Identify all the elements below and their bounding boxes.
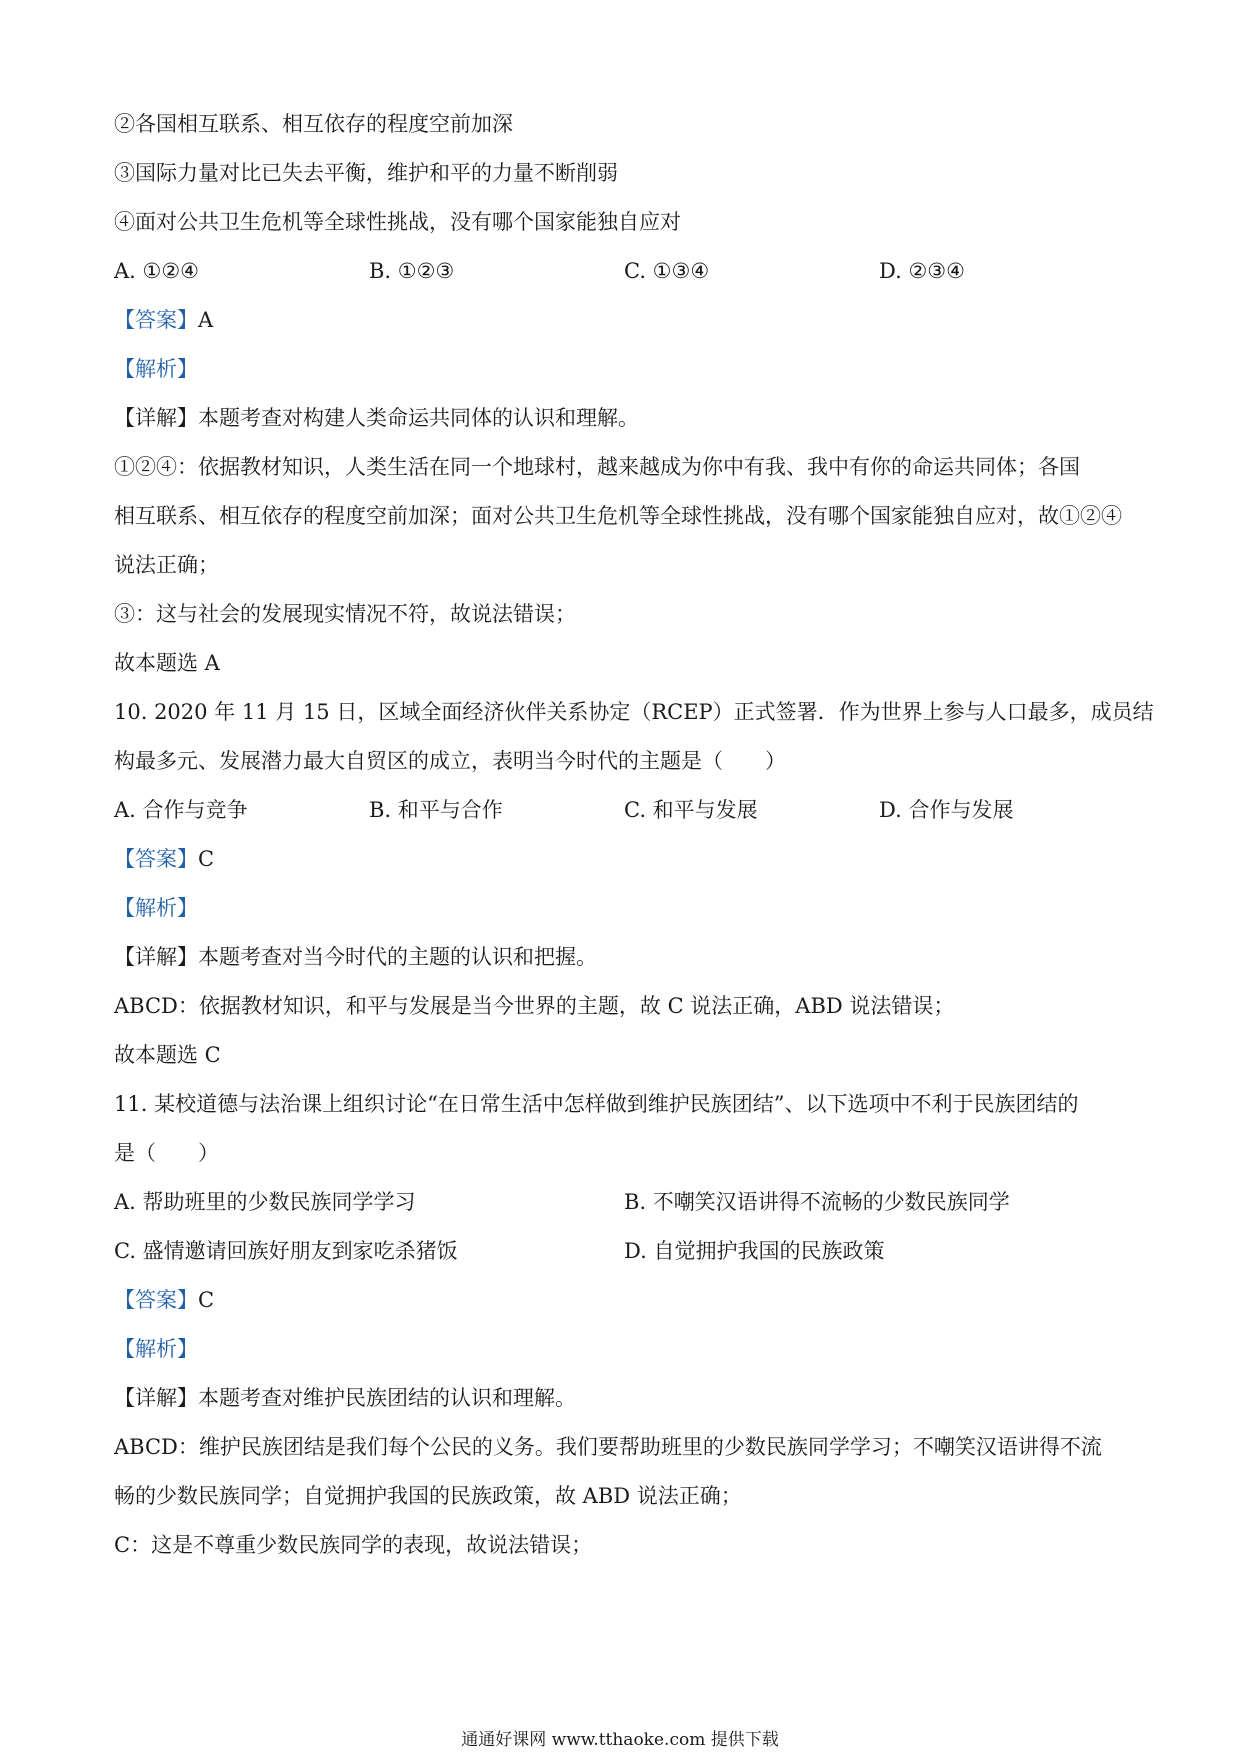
- q11-answer: [114, 1276, 1134, 1325]
- q9-option-a: A. ①②④: [114, 259, 199, 283]
- q11-analysis: [114, 1325, 1134, 1374]
- analysis-tag: 【解析】: [114, 1337, 198, 1361]
- q9-answer: [114, 296, 1134, 345]
- q11-explanation-line: C：这是不尊重少数民族同学的表现，故说法错误；: [114, 1533, 593, 1557]
- q10-stem: 10. 2020 年 11 月 15 日，区域全面经济伙伴关系协定（RCEP）正式签署．作为世界上参与人口最多，成员结: [114, 700, 1154, 724]
- q10-analysis: [114, 884, 1134, 933]
- answer-tag: 【答案】: [114, 1288, 198, 1312]
- detail-tag: 【详解】: [114, 406, 198, 430]
- q9-explanation-line: 说法正确；: [114, 553, 219, 577]
- q11-stem: 11. 某校道德与法治课上组织讨论“在日常生活中怎样做到维护民族团结”、以下选项中不利于民族团结的: [114, 1092, 1079, 1116]
- q10-stem: 构最多元、发展潜力最大自贸区的成立，表明当今时代的主题是（ ）: [114, 749, 786, 773]
- detail-text: 本题考查对维护民族团结的认识和理解。: [198, 1386, 576, 1410]
- analysis-tag: 【解析】: [114, 357, 198, 381]
- q10-option-b: B. 和平与合作: [369, 798, 503, 822]
- answer-value: A: [198, 308, 214, 332]
- q10-option-a: A. 合作与竞争: [114, 798, 248, 822]
- q11-option-d: D. 自觉拥护我国的民族政策: [624, 1239, 885, 1263]
- q10-options: [114, 786, 1134, 835]
- q9-option-b: B. ①②③: [369, 259, 455, 283]
- q9-statement: ③国际力量对比已失去平衡，维护和平的力量不断削弱: [114, 161, 618, 185]
- detail-text: 本题考查对构建人类命运共同体的认识和理解。: [198, 406, 639, 430]
- page-footer: 通通好课网 www.tthaoke.com 提供下载: [461, 1730, 779, 1750]
- q9-statement: ②各国相互联系、相互依存的程度空前加深: [114, 112, 513, 136]
- detail-tag: 【详解】: [114, 945, 198, 969]
- q9-detail: [114, 394, 1134, 443]
- q10-answer: [114, 835, 1134, 884]
- q11-stem: 是（ ）: [114, 1141, 219, 1165]
- q11-options-row-1: [114, 1178, 1134, 1227]
- q10-conclusion: 故本题选 C: [114, 1043, 221, 1067]
- analysis-tag: 【解析】: [114, 896, 198, 920]
- answer-value: C: [198, 1288, 215, 1312]
- answer-value: C: [198, 847, 215, 871]
- q11-options-row-2: [114, 1227, 1134, 1276]
- q11-option-c: C. 盛情邀请回族好朋友到家吃杀猪饭: [114, 1239, 458, 1263]
- detail-text: 本题考查对当今时代的主题的认识和把握。: [198, 945, 597, 969]
- q10-option-d: D. 合作与发展: [879, 798, 1014, 822]
- answer-tag: 【答案】: [114, 847, 198, 871]
- q11-detail: [114, 1374, 1134, 1423]
- q10-detail: [114, 933, 1134, 982]
- answer-tag: 【答案】: [114, 308, 198, 332]
- q9-options: [114, 247, 1134, 296]
- document-page: [114, 100, 1154, 1570]
- q9-option-d: D. ②③④: [879, 259, 965, 283]
- q11-explanation-line: 畅的少数民族同学；自觉拥护我国的民族政策，故 ABD 说法正确；: [114, 1484, 742, 1508]
- q11-option-b: B. 不嘲笑汉语讲得不流畅的少数民族同学: [624, 1190, 1010, 1214]
- q9-conclusion: 故本题选 A: [114, 651, 220, 675]
- q9-explanation-line: 相互联系、相互依存的程度空前加深；面对公共卫生危机等全球性挑战，没有哪个国家能独自应对，故①②④: [114, 504, 1122, 528]
- q9-explanation-line: ①②④：依据教材知识，人类生活在同一个地球村，越来越成为你中有我、我中有你的命运共同体；各国: [114, 455, 1080, 479]
- q9-statement: ④面对公共卫生危机等全球性挑战，没有哪个国家能独自应对: [114, 210, 681, 234]
- q11-explanation-line: ABCD：维护民族团结是我们每个公民的义务。我们要帮助班里的少数民族同学学习；不嘲笑汉语讲得不流: [114, 1435, 1102, 1459]
- q10-explanation-line: ABCD：依据教材知识，和平与发展是当今世界的主题，故 C 说法正确，ABD 说法错误；: [114, 994, 955, 1018]
- q9-analysis: [114, 345, 1134, 394]
- detail-tag: 【详解】: [114, 1386, 198, 1410]
- q11-option-a: A. 帮助班里的少数民族同学学习: [114, 1190, 416, 1214]
- q10-option-c: C. 和平与发展: [624, 798, 758, 822]
- q9-explanation-line: ③：这与社会的发展现实情况不符，故说法错误；: [114, 602, 576, 626]
- q9-option-c: C. ①③④: [624, 259, 710, 283]
